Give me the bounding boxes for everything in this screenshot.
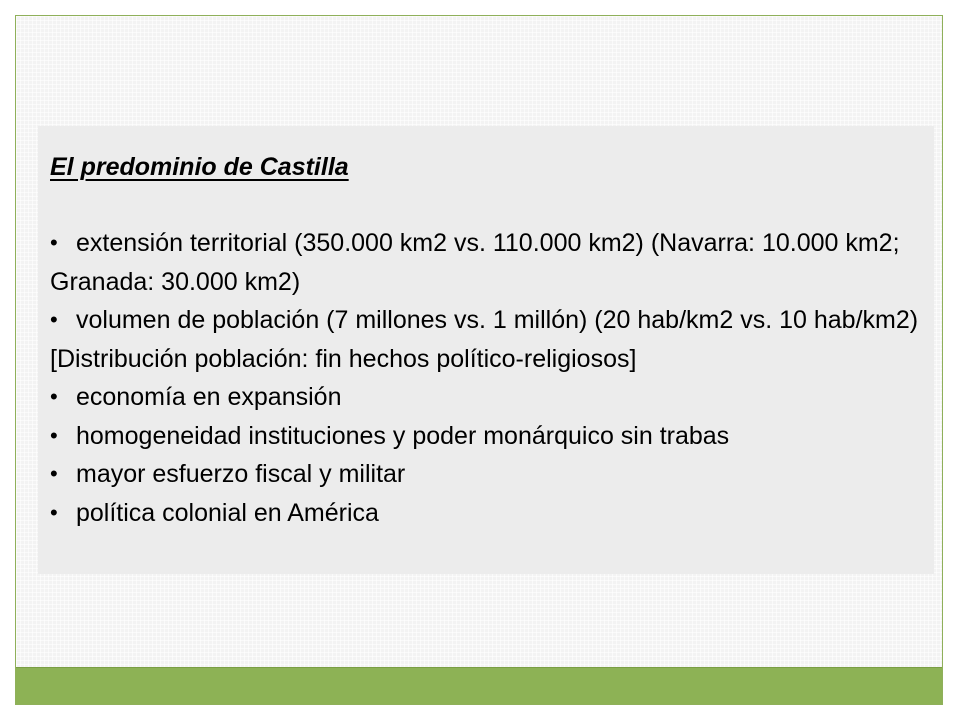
bullet-icon: • bbox=[50, 422, 58, 448]
bullet-icon: • bbox=[50, 499, 58, 525]
slide-title: El predominio de Castilla bbox=[50, 153, 349, 181]
bullet-item bbox=[50, 417, 920, 456]
footer-accent-bar bbox=[16, 667, 942, 704]
bullet-icon: • bbox=[50, 307, 58, 332]
bullet-text: extensión territorial (350.000 km2 vs. 110.000 km2) (Navarra: 10.000 km2; Granada: 30.000 km2) bbox=[50, 229, 900, 296]
bullet-text: política colonial en América bbox=[76, 498, 379, 527]
bullet-item bbox=[50, 455, 920, 494]
bullet-text: mayor esfuerzo fiscal y militar bbox=[76, 460, 406, 488]
bullet-icon: • bbox=[50, 384, 58, 409]
bullet-text: economía en expansión bbox=[76, 383, 342, 411]
bullet-item bbox=[50, 378, 920, 417]
bullet-item bbox=[50, 224, 920, 301]
bullet-icon: • bbox=[50, 230, 58, 255]
bullet-list bbox=[50, 224, 920, 532]
bullet-text: homogeneidad instituciones y poder monárquico sin trabas bbox=[76, 421, 730, 450]
slide-frame bbox=[15, 15, 943, 705]
bullet-item bbox=[50, 301, 920, 378]
bullet-icon: • bbox=[50, 461, 58, 486]
bullet-item bbox=[50, 494, 920, 533]
content-box bbox=[38, 126, 934, 574]
bullet-text: volumen de población (7 millones vs. 1 millón) (20 hab/km2 vs. 10 hab/km2) [Distribución población: fin hechos político-religiosos] bbox=[50, 306, 919, 373]
